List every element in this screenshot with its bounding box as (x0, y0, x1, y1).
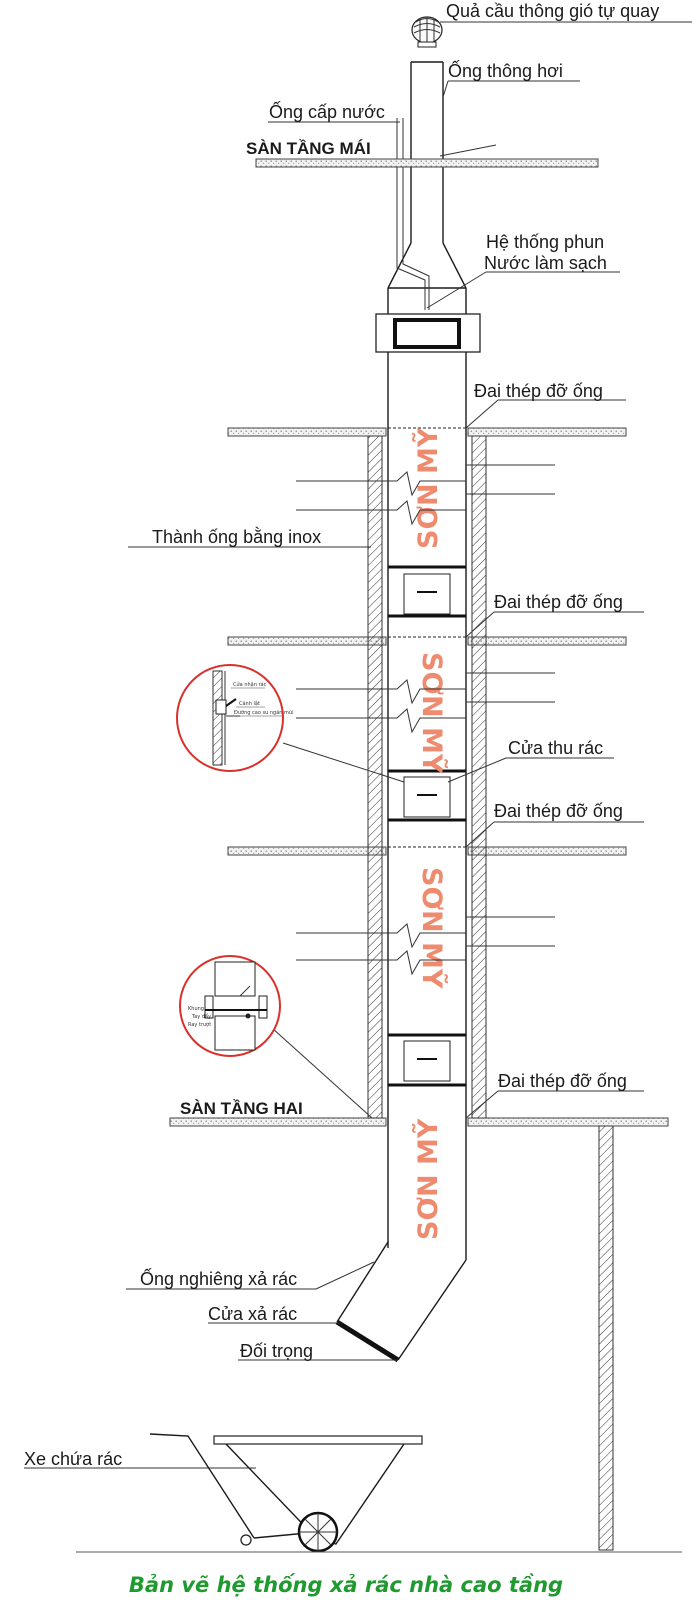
detail2-label-b: Tay đẩy (192, 1014, 212, 1020)
detail2-label-a: Khung (188, 1006, 204, 1012)
ventilator-ball (412, 17, 442, 47)
label-inox-wall: Thành ống bằng inox (152, 527, 322, 547)
label-ventilator: Quả cầu thông gió tự quay (446, 1, 660, 21)
label-steel-band-4: Đai thép đỡ ống (498, 1071, 627, 1091)
detail-circle-intake (177, 665, 293, 771)
label-vent-pipe: Ống thông hơi (448, 61, 563, 81)
label-inclined-pipe: Ống nghiêng xả rác (140, 1269, 298, 1289)
label-intake-door: Cửa thu rác (508, 738, 604, 758)
diagram-caption: Bản vẽ hệ thống xả rác nhà cao tầng (128, 1573, 564, 1597)
roof-slab (256, 159, 598, 167)
detail1-label-b: Cánh lật (239, 701, 260, 707)
label-spray-2: Nước làm sạch (484, 253, 607, 273)
brand-text-3: SƠN MỸ (416, 867, 447, 989)
label-second-floor: SÀN TẦNG HAI (180, 1099, 303, 1118)
spray-system-box (376, 314, 480, 352)
detail1-label-a: Cửa nhận rác (233, 682, 267, 688)
intake-doors (388, 567, 466, 1085)
label-water-pipe: Ống cấp nước (269, 102, 385, 122)
label-cart: Xe chứa rác (24, 1449, 123, 1469)
garbage-cart (150, 1434, 422, 1551)
brand-text-4: SƠN MỸ (413, 1118, 444, 1240)
brand-text-2: SƠN MỸ (416, 652, 447, 774)
label-spray-1: Hệ thống phun (486, 232, 605, 252)
detail2-label-c: Ray trượt (188, 1022, 212, 1028)
water-supply-pipe (397, 118, 429, 310)
label-steel-band-2: Đai thép đỡ ống (494, 592, 623, 612)
detail-circle-door (180, 956, 280, 1056)
label-counterweight: Đối trọng (240, 1341, 314, 1361)
detail1-label-c: Đường cao su ngăn mùi (234, 710, 294, 716)
label-steel-band-3: Đai thép đỡ ống (494, 801, 623, 821)
label-steel-band-1: Đai thép đỡ ống (474, 381, 603, 401)
label-roof-floor: SÀN TẦNG MÁI (246, 139, 371, 158)
brand-text-1: SƠN MỸ (413, 427, 444, 549)
vent-pipe (388, 62, 466, 314)
inclined-discharge-pipe (337, 1242, 466, 1360)
label-discharge-door: Cửa xả rác (208, 1304, 298, 1324)
